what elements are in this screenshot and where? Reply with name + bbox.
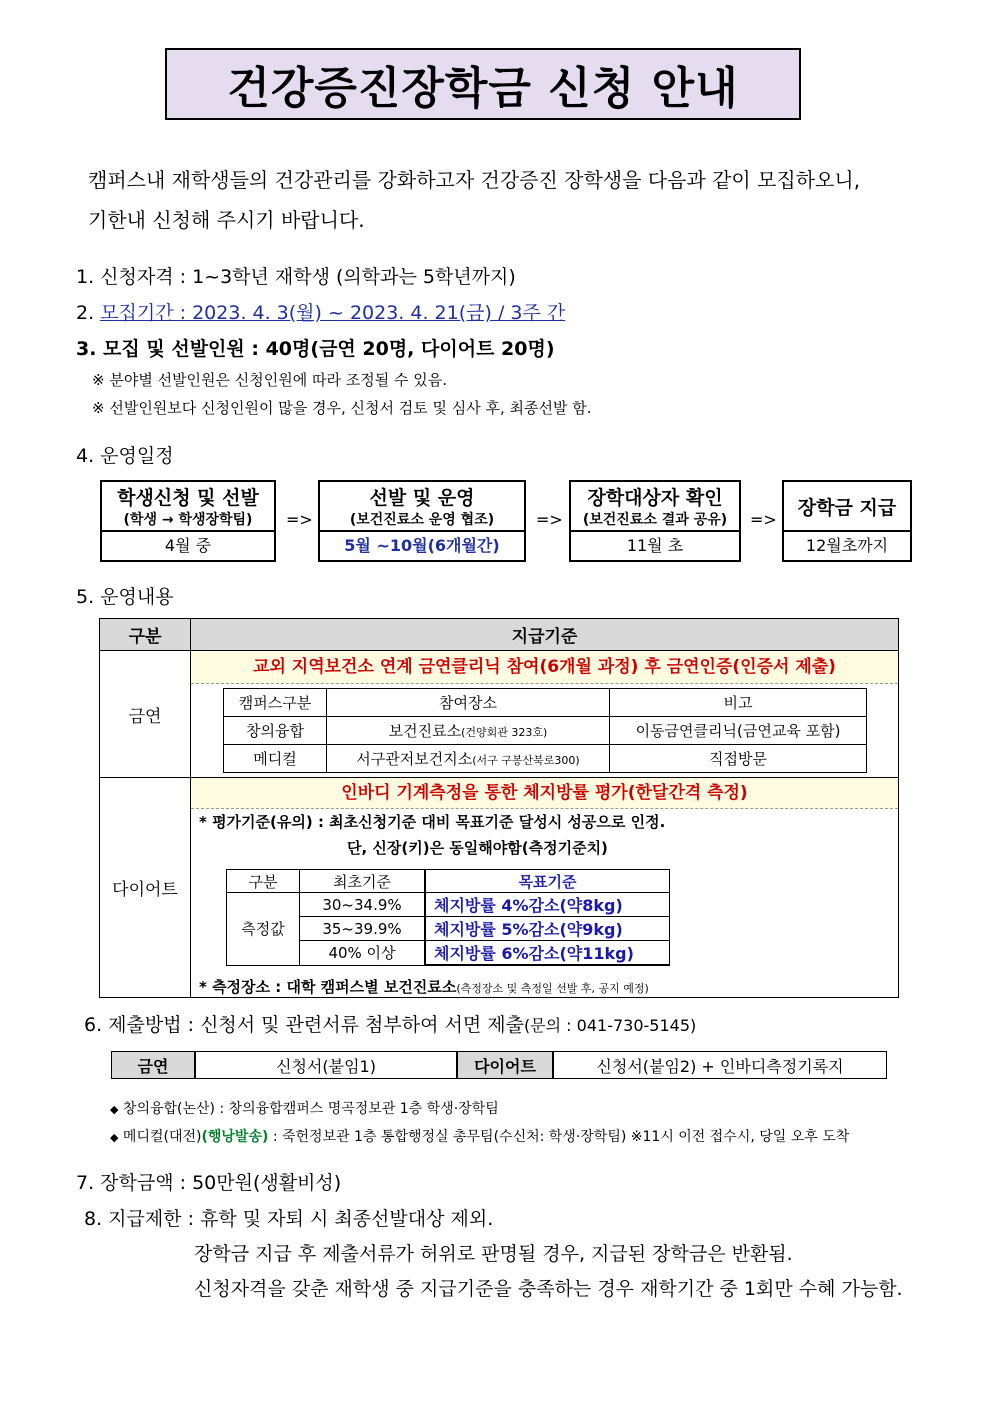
row-label-diet: 다이어트 <box>100 778 191 998</box>
note-cell: 이동금연클리닉(금연교육 포함) <box>610 717 867 745</box>
place-cell <box>327 745 610 773</box>
schedule-step-title: 선발 및 운영 <box>369 487 475 509</box>
target-cell: 체지방률 6%감소(약11kg) <box>425 941 670 966</box>
smoking-cell <box>191 651 899 778</box>
bullet-2-text: : 죽헌정보관 1층 통합행정실 총무팀(수신처: 학생·장학팀) ※11시 이전 접수시, 당일 오후 도착 <box>268 1129 850 1145</box>
diamond-icon: ◆ <box>110 1103 119 1116</box>
base-cell: 40% 이상 <box>300 941 426 966</box>
schedule-step-when: 11월 초 <box>571 530 739 560</box>
target-cell: 체지방률 4%감소(약8kg) <box>425 893 670 917</box>
schedule-step-sub: (학생 → 학생장학팀) <box>123 512 253 528</box>
item-period <box>76 298 565 325</box>
diet-place-text: * 측정장소 : 대학 캠퍼스별 보건진료소 <box>199 978 457 996</box>
place-name: 보건진료소 <box>388 722 462 740</box>
schedule-step-when: 4월 중 <box>102 530 274 560</box>
smoking-banner: 교외 지역보건소 연계 금연클리닉 참여(6개월 과정) 후 금연인증(인증서 제출) <box>191 651 898 684</box>
item-period-text: 모집기간 : 2023. 4. 3(월) ~ 2023. 4. 21(금) / 3주 간 <box>100 302 566 324</box>
table-header-category: 구분 <box>100 619 191 651</box>
schedule-step-sub: (보건진료소 운영 협조) <box>349 512 495 528</box>
item-restriction-line-2: 장학금 지급 후 제출서류가 허위로 판명될 경우, 지급된 장학금은 반환됨. <box>194 1243 793 1265</box>
schedule-step-title: 학생신청 및 선발 <box>117 487 259 509</box>
schedule-step-when: 5월 ~10월(6개월간) <box>320 530 524 560</box>
bullet-1 <box>110 1098 499 1118</box>
intro-text <box>88 160 948 240</box>
schedule-arrow: => <box>750 510 777 529</box>
table-row <box>224 717 867 745</box>
place-address: (서구 구봉산북로300) <box>472 754 580 767</box>
schedule-step-3 <box>569 480 741 562</box>
bullet-2 <box>110 1126 849 1146</box>
item-restriction-line-3: 신청자격을 갖춘 재학생 중 지급기준을 충족하는 경우 재학기간 중 1회만 수혜 가능함. <box>194 1278 903 1300</box>
campus-cell: 창의융합 <box>224 717 327 745</box>
diet-banner: 인바디 기계측정을 통한 체지방률 평가(한달간격 측정) <box>191 778 898 809</box>
item-submit-text: 6. 제출방법 : 신청서 및 관련서류 첨부하여 서면 제출 <box>84 1014 524 1036</box>
item-schedule-heading: 4. 운영일정 <box>76 445 174 467</box>
row-label-measure: 측정값 <box>227 893 300 966</box>
item-quota: 3. 모집 및 선발인원 : 40명(금연 20명, 다이어트 20명) <box>76 338 555 360</box>
table-header-criteria: 지급기준 <box>191 619 899 651</box>
note-cell: 직접방문 <box>610 745 867 773</box>
diet-place-note: (측정장소 및 측정일 선발 후, 공지 예정) <box>456 982 649 995</box>
content-table <box>99 618 899 998</box>
schedule-step-when: 12월초까지 <box>784 530 910 560</box>
col-note: 비고 <box>610 689 867 717</box>
note-1: ※ 분야별 선발인원은 신청인원에 따라 조정될 수 있음. <box>92 371 448 389</box>
col-category: 구분 <box>227 870 300 893</box>
table-row <box>227 893 670 917</box>
item-period-number: 2. <box>76 302 95 324</box>
row-label-smoking: 금연 <box>100 651 191 778</box>
smoking-place-table <box>223 688 867 773</box>
target-cell: 체지방률 5%감소(약9kg) <box>425 917 670 941</box>
col-place: 참여장소 <box>327 689 610 717</box>
intro-line-1: 캠퍼스내 재학생들의 건강관리를 강화하고자 건강증진 장학생을 다음과 같이 모집하오니, <box>88 168 861 192</box>
diamond-icon: ◆ <box>110 1131 119 1144</box>
item-submit-contact: (문의 : 041-730-5145) <box>523 1016 697 1035</box>
diet-cell <box>191 778 899 998</box>
col-target: 목표기준 <box>425 870 670 893</box>
schedule-step-2 <box>318 480 526 562</box>
schedule-arrow: => <box>536 510 563 529</box>
schedule-arrow: => <box>286 510 313 529</box>
schedule-step-title: 장학대상자 확인 <box>587 487 723 509</box>
item-eligibility: 1. 신청자격 : 1~3학년 재학생 (의학과는 5학년까지) <box>76 266 516 288</box>
col-base: 최초기준 <box>300 870 426 893</box>
schedule-step-4 <box>782 480 912 562</box>
campus-cell: 메디컬 <box>224 745 327 773</box>
item-content-heading: 5. 운영내용 <box>76 586 174 608</box>
diet-criteria-2: 단, 신장(키)은 동일해야함(측정기준치) <box>347 839 608 857</box>
item-submit <box>84 1010 696 1037</box>
place-address: (건양회관 323호) <box>461 726 548 739</box>
submit-diet-label: 다이어트 <box>457 1052 553 1079</box>
submit-smoking-label: 금연 <box>112 1052 196 1079</box>
place-cell <box>327 717 610 745</box>
bullet-2-mail: (행낭발송) <box>201 1129 269 1145</box>
item-amount: 7. 장학금액 : 50만원(생활비성) <box>76 1172 342 1194</box>
note-2: ※ 선발인원보다 신청인원이 많을 경우, 신청서 검토 및 심사 후, 최종선발 함. <box>92 399 592 417</box>
schedule-step-sub: (보건진료소 결과 공유) <box>582 512 728 528</box>
bullet-1-text: 창의융합(논산) : 창의융합캠퍼스 명곡정보관 1층 학생·장학팀 <box>122 1101 499 1117</box>
title-box <box>165 48 801 120</box>
intro-line-2: 기한내 신청해 주시기 바랍니다. <box>88 208 365 232</box>
diet-target-table <box>226 869 670 966</box>
submit-table <box>111 1051 887 1079</box>
table-row <box>224 745 867 773</box>
submit-diet-doc: 신청서(붙임2) + 인바디측정기록지 <box>553 1052 887 1079</box>
place-name: 서구관저보건지소 <box>356 750 473 768</box>
bullet-2-campus: 메디컬(대전) <box>122 1129 202 1145</box>
base-cell: 35~39.9% <box>300 917 426 941</box>
col-campus: 캠퍼스구분 <box>224 689 327 717</box>
item-restriction: 8. 지급제한 : 휴학 및 자퇴 시 최종선발대상 제외. <box>84 1208 494 1230</box>
page-title: 건강증진장학금 신청 안내 <box>227 63 739 114</box>
diet-criteria-1: * 평가기준(유의) : 최초신청기준 대비 목표기준 달성시 성공으로 인정. <box>199 813 666 831</box>
base-cell: 30~34.9% <box>300 893 426 917</box>
schedule-step-title: 장학금 지급 <box>797 497 897 519</box>
diet-place <box>191 976 898 997</box>
schedule-step-1 <box>100 480 276 562</box>
submit-smoking-doc: 신청서(붙임1) <box>195 1052 457 1079</box>
